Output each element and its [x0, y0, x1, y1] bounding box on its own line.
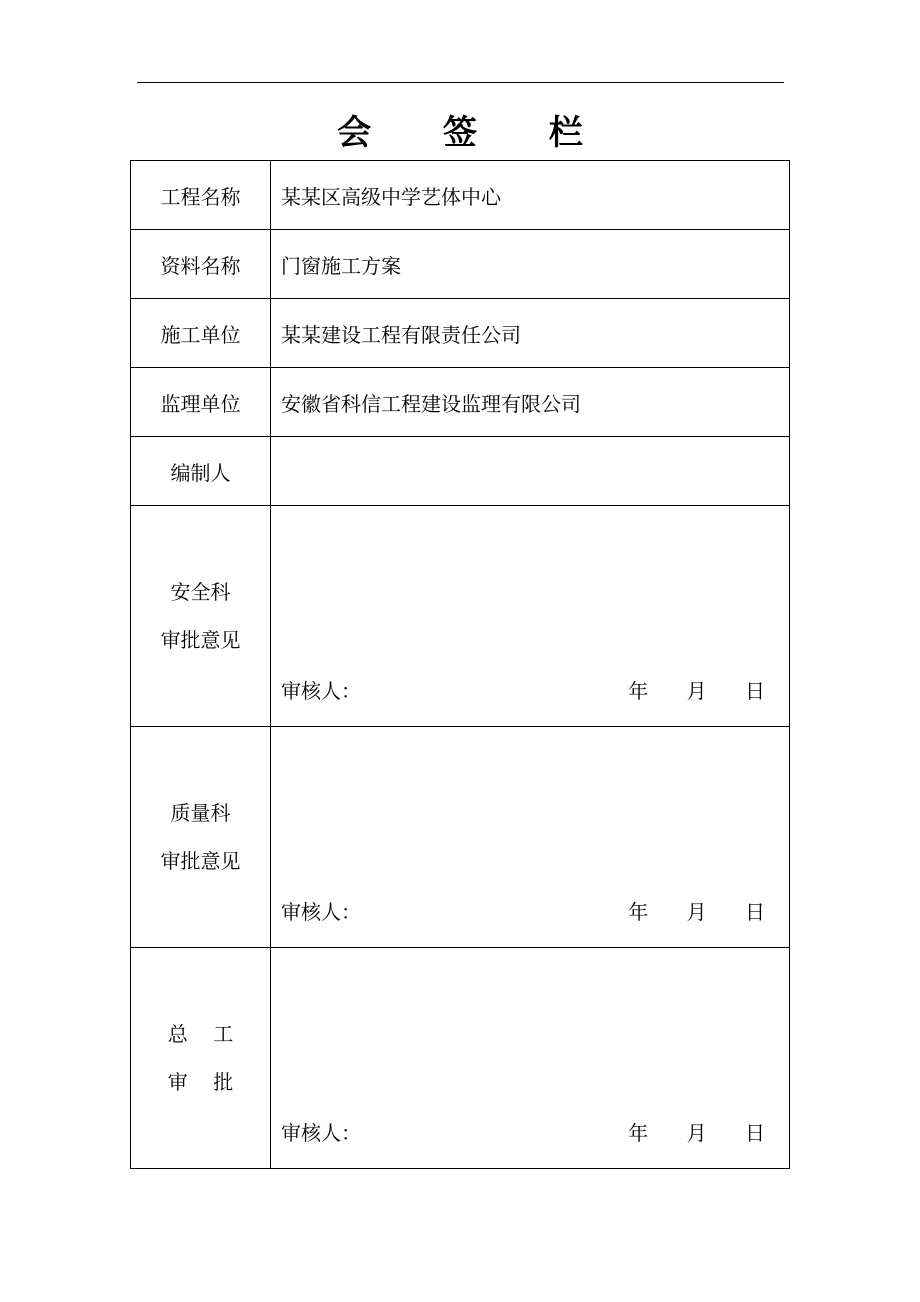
table-row: [131, 727, 790, 948]
year-label: 年: [628, 1121, 649, 1145]
month-label: 月: [686, 679, 707, 703]
month-label: 月: [686, 1121, 707, 1145]
safety-review-label: [131, 506, 271, 727]
year-label: 年: [628, 900, 649, 924]
review-label-line: 安全科: [170, 580, 231, 604]
chief-engineer-review-opinion[interactable]: [271, 948, 790, 1169]
table-row: [131, 948, 790, 1169]
reviewer-label: 审核人：: [281, 900, 361, 924]
review-date: [628, 1117, 765, 1146]
author-label: 编制人: [131, 437, 271, 506]
reviewer-label: 审核人：: [281, 1121, 361, 1145]
chief-engineer-review-label: [131, 948, 271, 1169]
author-value[interactable]: [271, 437, 790, 506]
table-row: [131, 161, 790, 230]
page-title: 会 签 栏: [337, 113, 613, 153]
quality-review-label: [131, 727, 271, 948]
review-label-line: 质量科: [170, 801, 231, 825]
review-label-line: 审 批: [167, 1070, 234, 1094]
review-label-line: 审批意见: [160, 849, 241, 873]
day-label: 日: [745, 1121, 765, 1145]
table-row: [131, 299, 790, 368]
day-label: 日: [745, 679, 765, 703]
supervisor-label: 监理单位: [131, 368, 271, 437]
project-name-label: 工程名称: [131, 161, 271, 230]
review-label-line: 审批意见: [160, 628, 241, 652]
contractor-value: 某某建设工程有限责任公司: [271, 299, 790, 368]
document-name-value: 门窗施工方案: [271, 230, 790, 299]
table-row: [131, 437, 790, 506]
reviewer-label: 审核人：: [281, 679, 361, 703]
quality-review-opinion[interactable]: [271, 727, 790, 948]
review-date: [628, 896, 765, 925]
project-name-value: 某某区高级中学艺体中心: [271, 161, 790, 230]
day-label: 日: [745, 900, 765, 924]
supervisor-value: 安徽省科信工程建设监理有限公司: [271, 368, 790, 437]
month-label: 月: [686, 900, 707, 924]
header-rule: [137, 82, 784, 83]
table-row: [131, 230, 790, 299]
contractor-label: 施工单位: [131, 299, 271, 368]
review-date: [628, 675, 765, 704]
table-row: [131, 506, 790, 727]
review-label-line: 总 工: [167, 1022, 234, 1046]
safety-review-opinion[interactable]: [271, 506, 790, 727]
table-row: [131, 368, 790, 437]
signoff-table: [130, 160, 790, 1169]
year-label: 年: [628, 679, 649, 703]
document-name-label: 资料名称: [131, 230, 271, 299]
